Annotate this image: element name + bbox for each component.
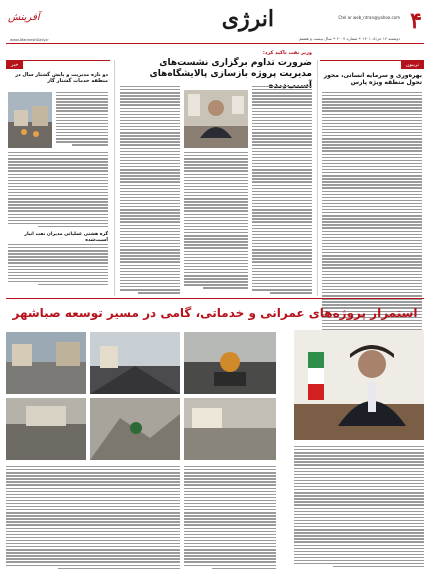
news-section-bar	[6, 60, 110, 69]
feature-portrait	[294, 330, 424, 440]
lead-photo	[184, 90, 248, 148]
tribune-tag: تریبون	[401, 61, 424, 69]
website-address: www.AfarineshDaily.ir	[10, 38, 49, 42]
feature-body-right	[294, 446, 424, 569]
feature-photo-4	[6, 398, 86, 460]
lead-headline: ضرورت تداوم برگزاری نشست‌های مدیریت پروژه بازسازی پالایشگاه‌های	[149, 58, 312, 80]
lead-kicker: وزیر نفت تاکید کرد:	[262, 50, 312, 56]
feature-photo-6	[184, 398, 276, 460]
feature-body-left	[6, 466, 180, 571]
column-divider-left	[114, 60, 115, 296]
feature-photo-1	[6, 332, 86, 394]
feature-photo-2	[90, 332, 180, 394]
feature-photo-3	[184, 332, 276, 394]
tribune-section-bar	[320, 60, 424, 69]
page-number: ۴	[410, 8, 422, 34]
lead-body-col-2	[184, 152, 248, 291]
news-tag: خبر	[6, 61, 23, 69]
tribune-headline: بهره‌وری و سرمایه انسانی، محور تحول منطقه ویژه پارس	[323, 72, 422, 87]
masthead-email: Ctel ar web_ntran@yahoo.com	[338, 15, 400, 20]
feature-rule	[6, 298, 424, 299]
brand-logo: انرژی	[221, 6, 274, 32]
news-body-1	[56, 92, 108, 147]
feature-headline: استمرار پروژه‌های عمرانی و خدماتی، گامی در مسیر توسعه صباشهر	[12, 306, 418, 320]
news-photo	[8, 92, 52, 148]
feature-photo-5	[90, 398, 180, 460]
lead-body-col-1	[252, 86, 312, 295]
news-body-3	[8, 244, 108, 287]
column-divider	[317, 60, 318, 296]
lead-body-col-3	[120, 86, 180, 295]
news-headline: دو نازه مدیریت و پایش گشتار سال در منطقه خدمات گشتار گاز	[15, 72, 108, 84]
feature-body-mid	[184, 466, 276, 571]
news-body-2	[8, 152, 108, 229]
masthead	[6, 6, 424, 44]
date-line: دوشنبه ۱۴ خرداد ۱۴۰۱ • شماره ۶۰۰۷ • سال بیست و هشتم	[299, 36, 400, 41]
afarinesh-logo: آفرینش	[8, 12, 40, 23]
news-headline-2: گره هشتی عملیاتی مدیران نفت انبار آسیب‌شده	[24, 232, 108, 243]
